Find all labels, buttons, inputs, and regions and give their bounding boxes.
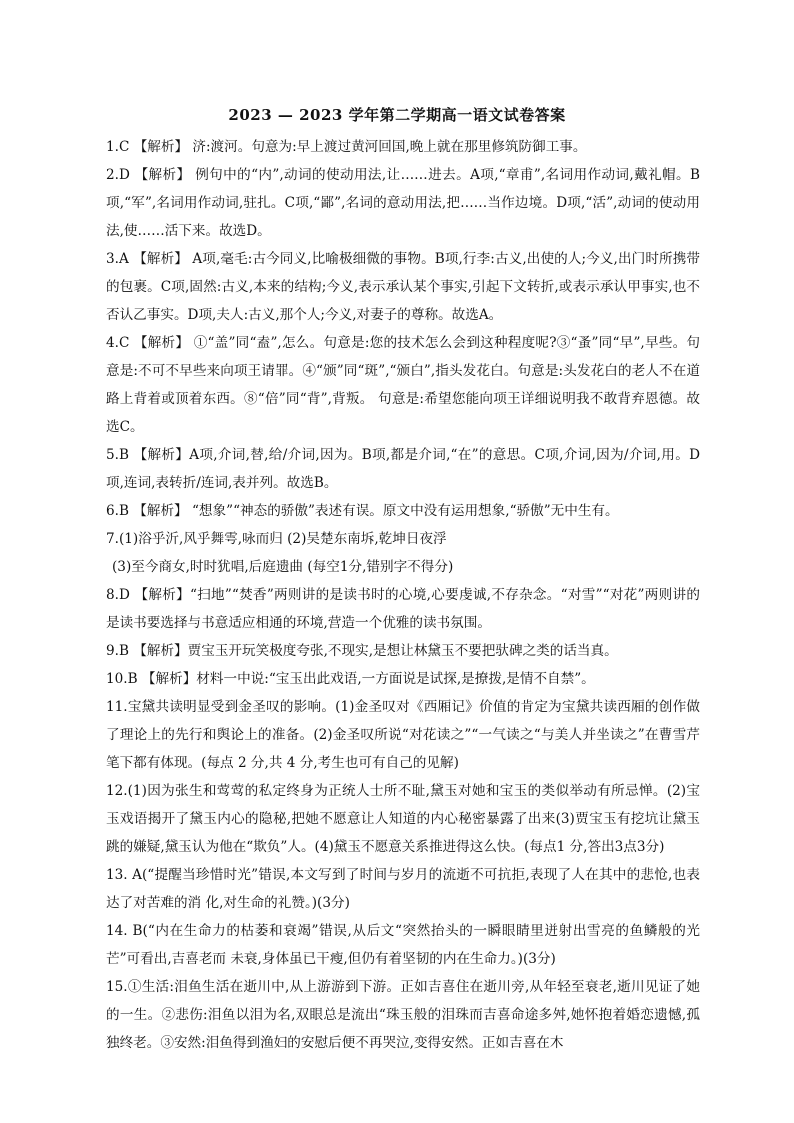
answer-7-part-a: 7.(1)浴乎沂,风乎舞雩,咏而归 (2)吴楚东南坼,乾坤日夜浮 [106, 531, 447, 547]
answer-6: 6.B 【解析】 “想象”“神态的骄傲”表述有误。原文中没有运用想象,“骄傲”无中生有。 [106, 503, 619, 519]
answer-11: 11.宝黛共读明显受到金圣叹的影响。(1)金圣叹对《西厢记》价值的肯定为宝黛共读西厢的创作做了理论上的先行和舆论上的准备。(2)金圣叹所说“对花读之”“一气读之“与美人并坐读之”在曹雪芹笔下都有体现。(每点 2 分,共 4 分,考生也可有自己的见解) [106, 699, 700, 771]
answer-2: 2.D 【解析】 例句中的“内”,动词的使动用法,让……进去。A项,“章甫”,名词用作动词,戴礼帽。B项,“军”,名词用作动词,驻扎。C项,“鄙”,名词的意动用法,把……当作边境。D项,“活”,动词的使动用法,使……活下来。故选D。 [106, 167, 700, 239]
answer-8: 8.D 【解析】“扫地”“焚香”两则讲的是读书时的心境,心要虔诚,不存杂念。“对雪”“对花”两则讲的是读书要选择与书意适应相通的环境,营造一个优雅的读书氛围。 [106, 587, 700, 631]
answer-5: 5.B 【解析】A项,介词,替,给/介词,因为。B项,都是介词,“在”的意思。C项,介词,因为/介词,用。D项,连词,表转折/连词,表并列。故选B。 [106, 447, 700, 491]
answer-10: 10.B 【解析】材料一中说:“宝玉出此戏语,一方面说是试探,是撩拨,是情不自禁”。 [106, 671, 595, 687]
answer-7-part-b: (3)至今商女,时时犹唱,后庭遗曲 (每空1分,错别字不得分) [112, 559, 454, 575]
answer-12: 12.(1)因为张生和莺莺的私定终身为正统人士所不耻,黛玉对她和宝玉的类似举动有所忌惮。(2)宝玉戏语揭开了黛玉内心的隐秘,把她不愿意让人知道的内心秘密暴露了出来(3)贾宝玉有挖坑让黛玉跳的嫌疑,黛玉认为他在“欺负”人。(4)黛玉不愿意关系推进得这么快。(每点1 分,答出3点3分) [106, 783, 700, 855]
answer-15: 15.①生活:泪鱼生活在逝川中,从上游游到下游。正如吉喜住在逝川旁,从年轻至衰老,逝川见证了她的一生。②悲伤:泪鱼以泪为名,双眼总是流出“珠玉般的泪珠而吉喜命途多舛,她怀抱着婚恋遗憾,孤独终老。③安然:泪鱼得到渔妇的安慰后便不再哭泣,变得安然。正如吉喜在木 [106, 979, 700, 1051]
answer-list [106, 133, 700, 1057]
page-title: 2023 — 2023 学年第二学期高一语文试卷答案 [228, 106, 566, 124]
answer-1: 1.C 【解析】 济:渡河。句意为:早上渡过黄河回国,晚上就在那里修筑防御工事。 [106, 139, 587, 155]
answer-9: 9.B 【解析】贾宝玉开玩笑极度夸张,不现实,是想让林黛玉不要把驮碑之类的话当真。 [106, 643, 618, 659]
answer-3: 3.A 【解析】 A项,毫毛:古今同义,比喻极细微的事物。B项,行李:古义,出使的人;今义,出门时所携带的包裹。C项,固然:古义,本来的结构;今义,表示承认某个事实,引起下文转折,或表示承认甲事实,也不否认乙事实。D项,夫人:古义,那个人;今义,对妻子的尊称。故选A。 [106, 251, 700, 323]
answer-4: 4.C 【解析】 ①“盖”同“盍”,怎么。句意是:您的技术怎么会到这种程度呢?③“蚤”同“早”,早些。句意是:不可不早些来向项王请罪。④“颁”同“斑”,“颁白”,指头发花白。句意是:头发花白的老人不在道路上背着或顶着东西。⑧“倍”同“背”,背叛。 句意是:希望您能向项王详细说明我不敢背弃恩德。故选C。 [106, 335, 700, 435]
answer-14: 14. B(“内在生命力的枯萎和衰竭”错误,从后文“突然抬头的一瞬眼睛里迸射出雪亮的鱼鳞般的光 芒”可看出,吉喜老而 未衰,身体虽已干瘦,但仍有着坚韧的内在生命力。)(3分) [106, 923, 700, 967]
answer-13: 13. A(“提醒当珍惜时光”错误,本文写到了时间与岁月的流逝不可抗拒,表现了人在其中的悲怆,也表达了对苦难的消 化,对生命的礼赞。)(3分) [106, 867, 700, 911]
